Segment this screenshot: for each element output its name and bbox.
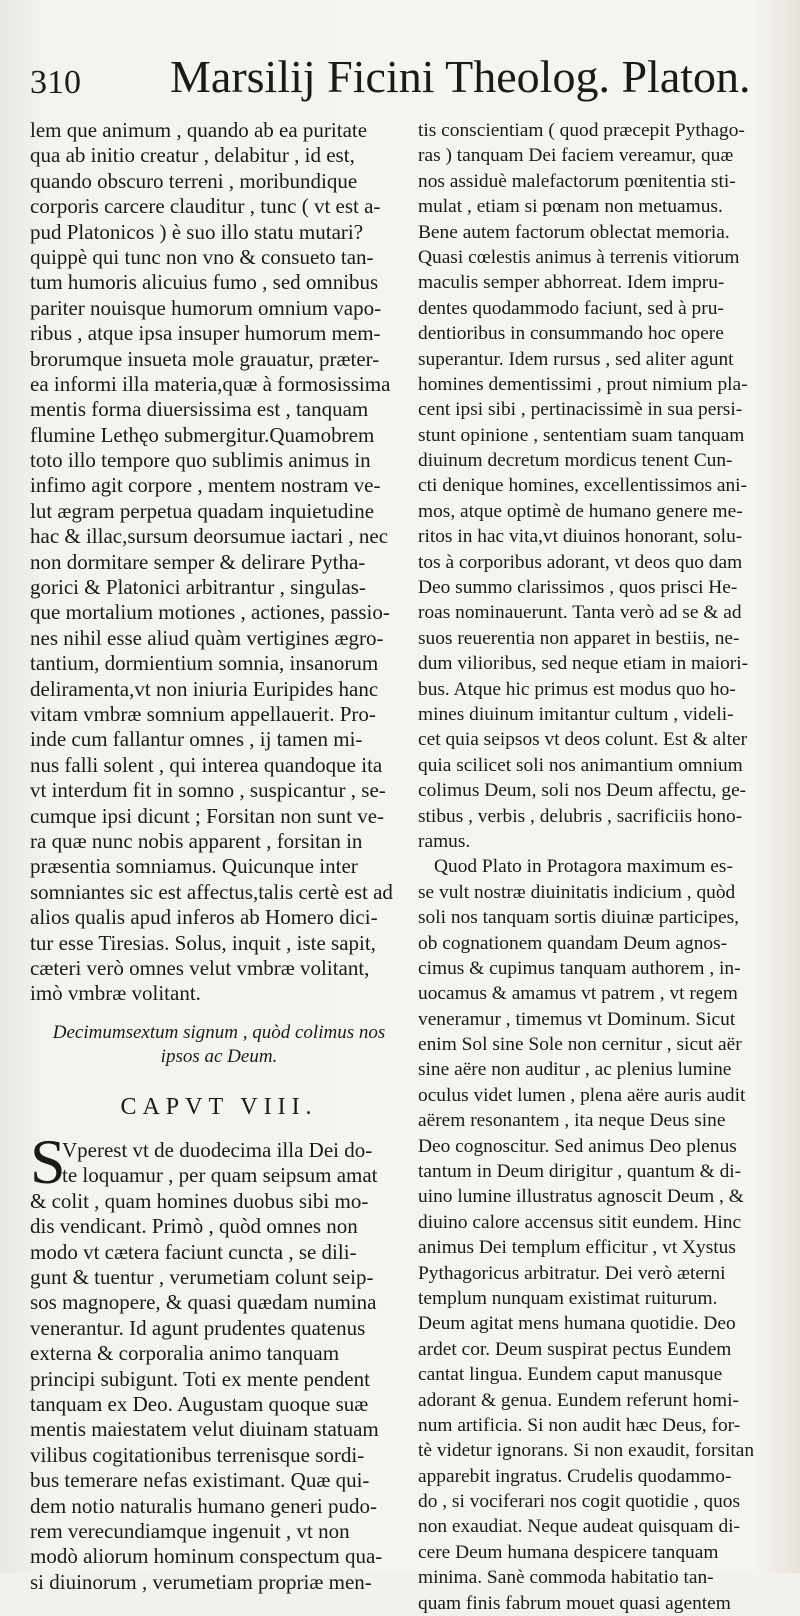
text-line: se vult nostræ diuinitatis indicium , quòd — [418, 881, 736, 903]
text-line: mentis forma diuersissima est , tanquam — [30, 397, 369, 422]
text-line: minima. Sanè commoda habitatio tan- — [418, 1567, 714, 1589]
text-line: ra quæ nunc nobis apparent , forsitan in — [30, 828, 363, 853]
text-line: tantum in Deum dirigitur , quantum & di- — [418, 1161, 742, 1183]
text-line: vilibus cogitationibus terrenisque sordi- — [30, 1442, 365, 1467]
drop-cap: S — [30, 1126, 66, 1198]
text-line: externa & corporalia animo tanquam — [30, 1341, 340, 1366]
text-line: do , si vociferari nos cogit quotidie , quos — [418, 1491, 741, 1513]
text-line: te loquamur , per quam seipsum amat — [62, 1163, 378, 1188]
text-line: diuinum decretum mordicus tenent Cun- — [418, 450, 733, 472]
text-line: mos, atque optimè de humano genere me- — [418, 500, 743, 522]
text-line: Quod Plato in Protagora maximum es- — [434, 856, 733, 878]
text-line: dis vendicant. Primò , quòd omnes non — [30, 1214, 358, 1239]
text-line: veneramur , timemus vt Dominum. Sicut — [418, 1008, 736, 1030]
text-line: templum nunquam existimat ruiturum. — [418, 1287, 718, 1309]
text-line: quam finis fabrum mouet quasi agentem — [418, 1592, 731, 1614]
text-line: inde cum fallantur omnes , ij tamen mi- — [30, 727, 363, 752]
text-line: diuino calore accensus sitit eundem. Hinc — [418, 1211, 742, 1233]
text-line: vitam vmbræ somnium appellauerit. Pro- — [30, 701, 376, 726]
text-line: toto illo tempore quo sublimis animus in — [30, 448, 371, 473]
text-line: animus Dei templum efficitur , vt Xystus — [418, 1237, 736, 1259]
text-line: soli nos tanquam sortis diuinæ participes, — [418, 907, 739, 929]
page-header — [30, 50, 770, 110]
text-line: suos reuerentia non apparet in bestiis, ne- — [418, 627, 740, 649]
text-line: Deum agitat mens humana quotidie. Deo — [418, 1313, 736, 1335]
text-line: tis conscientiam ( quod præcepit Pythago- — [418, 120, 745, 141]
text-line: dum vilioribus, sed neque etiam in maiori- — [418, 653, 749, 675]
text-line: principi subigunt. Toti ex mente pendent — [30, 1366, 370, 1391]
text-line: lut ægram perpetua quadam inquietudine — [30, 498, 375, 523]
text-line: maculis semper abhorreat. Idem impru- — [418, 272, 725, 294]
text-line: apparebit ingratus. Crudelis quodammo- — [418, 1465, 732, 1487]
text-line: sine aëre non auditur , ac plenius lumine — [418, 1059, 732, 1081]
chapter-text — [30, 1138, 408, 1595]
text-line: alios qualis apud inferos ab Homero dici- — [30, 905, 378, 930]
text-line: uocamus & amamus vt patrem , vt regem — [418, 983, 738, 1005]
text-line: cti denique homines, excellentissimos ani- — [418, 475, 748, 497]
text-line: cere Deum humana despicere tanquam — [418, 1541, 719, 1563]
text-line: mentis maiestatem velut diuinam statuam — [30, 1417, 379, 1442]
text-line: ramus. — [418, 830, 471, 852]
text-line: infimo agit corpore , mentem nostram ve- — [30, 473, 381, 498]
text-line: mulat , etiam si pœnam non metuamus. — [418, 196, 723, 218]
text-line: qua ab initio creatur , delabitur , id est, — [30, 143, 355, 168]
text-line: lem que animum , quando ab ea puritate — [30, 118, 368, 142]
text-line: pud Platonicos ) è suo illo statu mutari? — [30, 219, 364, 244]
text-line: quia scilicet soli nos animantium omnium — [418, 754, 743, 776]
text-line: bus. Atque hic primus est modus quo ho- — [418, 678, 736, 700]
text-line: nos assiduè malefactorum pœnitentia sti- — [418, 170, 736, 192]
text-line: ardet cor. Deum suspirat pectus Eundem — [418, 1338, 732, 1360]
text-line: Deo summo clarissimos , quos prisci He- — [418, 577, 738, 599]
text-line: gorici & Platonici arbitrantur , singulas- — [30, 575, 366, 600]
text-line: flumine Lethęo submergitur.Quamobrem — [30, 422, 375, 447]
text-line: cimus & cupimus tanquam authorem , in- — [418, 957, 741, 979]
text-line: aërem resonantem , ita neque Deus sine — [418, 1110, 726, 1132]
text-line: enim Sol sine Sole non cernitur , sicut aër — [418, 1034, 742, 1056]
text-line: & colit , quam homines duobus sibi mo- — [30, 1188, 369, 1213]
text-line: mines diuinum imitantur cultum , videli- — [418, 703, 734, 725]
text-line: ob cognationem quandam Deum agnos- — [418, 932, 728, 954]
text-line: modò aliorum hominum conspectum qua- — [30, 1544, 383, 1569]
text-line: dem notio naturalis humano generi pudo- — [30, 1493, 378, 1518]
text-line: pariter nouisque humorum omnium vapo- — [30, 295, 382, 320]
section-subtitle-line: ipsos ac Deum. — [160, 1045, 278, 1067]
text-line: tanquam ex Deo. Augustam quoque suæ — [30, 1391, 369, 1416]
text-line: vt interdum fit in somno , suspicantur , se- — [30, 778, 386, 803]
chapter-body — [30, 1126, 408, 1595]
text-line: colimus Deum, soli nos Deum affectu, ge- — [418, 780, 747, 802]
right-column — [418, 118, 770, 1616]
text-line: nus falli solent , qui interea quandoque ita — [30, 752, 383, 777]
left-column — [30, 118, 408, 1595]
text-line: non dormitare semper & delirare Pytha- — [30, 549, 366, 574]
text-line: nes nihil esse aliud quàm vertigines ægro- — [30, 625, 384, 650]
text-line: tè videtur ignorans. Si non exaudit, forsitan — [418, 1440, 755, 1462]
text-line: num artificia. Si non audit hæc Deus, for- — [418, 1414, 741, 1436]
text-line: ritos in hac vita,vt diuinos honorant, solu- — [418, 526, 743, 548]
text-line: non exaudiat. Neque audeat quisquam di- — [418, 1516, 740, 1538]
text-line: tos à corporibus adorant, vt deos quo dam — [418, 551, 743, 573]
text-line: dentes quodammodo faciunt, sed à pru- — [418, 297, 724, 319]
page-number: 310 — [30, 64, 81, 101]
text-line: cantat lingua. Eundem caput manusque — [418, 1364, 723, 1386]
text-line: superantur. Idem rursus , sed aliter agunt — [418, 348, 734, 370]
text-line: Deo cognoscitur. Sed animus Deo plenus — [418, 1135, 737, 1157]
text-line: hac & illac,sursum deorsumue iactari , nec — [30, 524, 389, 549]
text-line: somniantes sic est affectus,talis certè est ad — [30, 879, 393, 904]
right-column-text — [418, 118, 770, 854]
text-line: Vperest vt de duodecima illa Dei do- — [62, 1138, 373, 1163]
section-subtitle-line: Decimumsextum signum , quòd colimus nos — [52, 1021, 386, 1043]
text-line: oculus videt lumen , plena aëre auris audit — [418, 1084, 746, 1106]
text-line: sos magnopere, & quasi quædam numina — [30, 1290, 377, 1315]
text-line: ras ) tanquam Dei faciem vereamur, quæ — [418, 145, 734, 167]
text-line: venerantur. Id agunt prudentes quatenus — [30, 1315, 366, 1340]
text-line: gunt & tuentur , verumetiam colunt seip- — [30, 1265, 374, 1290]
text-line: tur esse Tiresias. Solus, inquit , iste sapit, — [30, 930, 376, 955]
text-line: si diuinorum , verumetiam propriæ men- — [30, 1569, 372, 1594]
text-line: rem verecundiamque ingenuit , vt non — [30, 1518, 350, 1543]
text-line: homines dementissimi , prout nimium pla- — [418, 373, 748, 395]
text-line: quando obscuro terreni , moribundique — [30, 168, 358, 193]
text-line: ribus , atque ipsa insuper humorum mem- — [30, 321, 381, 346]
text-line: uino lumine illustratus agnoscit Deum , & — [418, 1186, 744, 1208]
text-line: stibus , verbis , delubris , sacrificiis hono- — [418, 805, 743, 827]
text-line: stunt opinione , sententiam suam tanquam — [418, 424, 745, 446]
text-line: præsentia somniamus. Quicunque inter — [30, 854, 358, 879]
section-subtitle — [30, 1021, 408, 1069]
text-line: que mortalium motiones , actiones, passio- — [30, 600, 390, 625]
text-line: cæteri verò omnes velut vmbræ volitant, — [30, 955, 370, 980]
text-line: tum humoris alicuius fumo , sed omnibus — [30, 270, 379, 295]
text-line: Quasi cœlestis animus à terrenis vitiorum — [418, 246, 740, 268]
text-line: modo vt cætera faciunt cuncta , se dili- — [30, 1239, 357, 1264]
text-line: cent ipsi sibi , pertinacissimè in sua persi- — [418, 399, 743, 421]
text-line: adorant & genua. Eundem referunt homi- — [418, 1389, 739, 1411]
text-line: quippè qui tunc non vno & consueto tan- — [30, 244, 374, 269]
text-line: roas nominauerunt. Tanta verò ad se & ad — [418, 602, 742, 624]
chapter-heading: CAPVT VIII. — [120, 1093, 318, 1120]
text-line: corporis carcere clauditur , tunc ( vt est a- — [30, 194, 381, 219]
text-line: imò vmbræ volitant. — [30, 981, 201, 1006]
text-line: cumque ipsi dicunt ; Forsitan non sunt ve- — [30, 803, 385, 828]
left-column-text — [30, 118, 408, 1007]
text-line: bus temerare nefas existimant. Quæ qui- — [30, 1468, 370, 1493]
text-line: Pythagoricus arbitratur. Dei verò æterni — [418, 1262, 726, 1284]
text-line: dentioribus in consummando hoc opere — [418, 323, 724, 345]
text-line: brorumque insueta mole grauatur, præter- — [30, 346, 380, 371]
text-line: cet quia seipsos vt deos colunt. Est & alter — [418, 729, 748, 751]
text-line: tantium, dormientium somnia, insanorum — [30, 651, 379, 676]
text-line: Bene autem factorum oblectat memoria. — [418, 221, 730, 243]
text-line: deliramenta,vt non iniuria Euripides hanc — [30, 676, 379, 701]
right-column-paragraph — [418, 854, 770, 1616]
running-title: Marsilij Ficini Theolog. Platon. — [170, 51, 751, 102]
text-line: ea informi illa materia,quæ à formosissima — [30, 371, 391, 396]
